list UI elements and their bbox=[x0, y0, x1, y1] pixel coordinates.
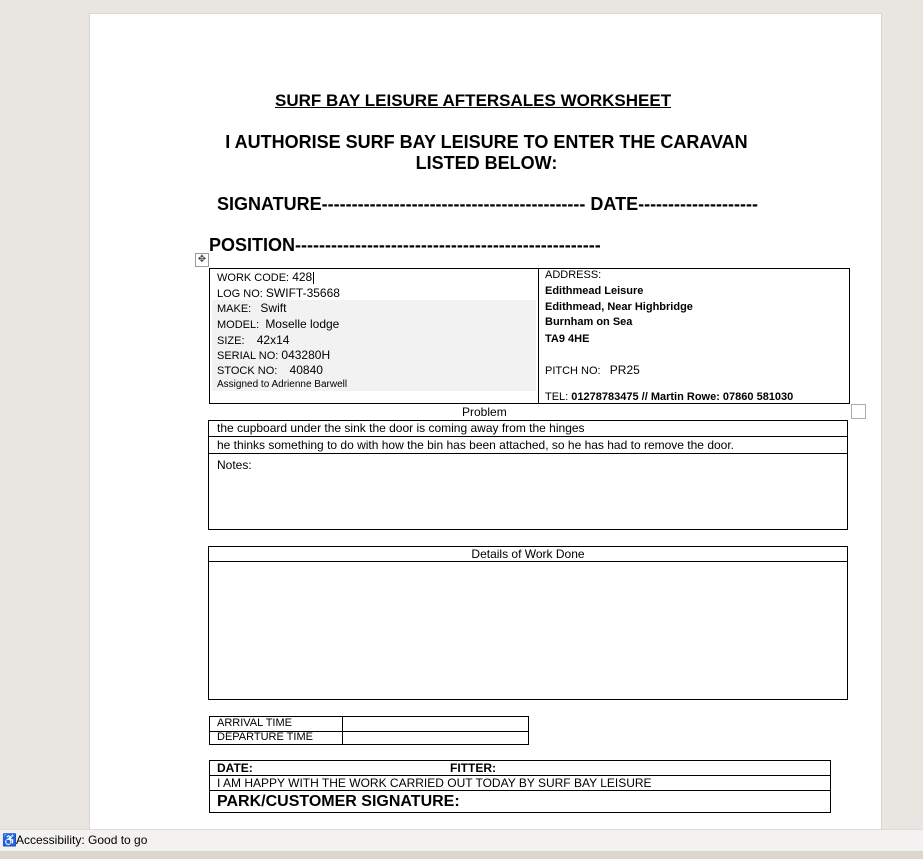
work-done-area[interactable] bbox=[208, 561, 848, 700]
departure-label: DEPARTURE TIME bbox=[210, 731, 343, 745]
happy-statement: I AM HAPPY WITH THE WORK CARRIED OUT TODAY BY SURF BAY LEISURE bbox=[210, 776, 830, 791]
status-bar bbox=[0, 829, 923, 852]
tel-label: TEL: bbox=[545, 391, 569, 403]
stock-field bbox=[217, 363, 323, 377]
arrival-row bbox=[210, 717, 528, 732]
unit-details-cell[interactable] bbox=[210, 269, 539, 404]
problem-line-2[interactable]: he thinks something to do with how the bin has been attached, so he has had to remove the door. bbox=[209, 438, 847, 454]
table-move-handle-icon[interactable]: ✥ bbox=[195, 253, 209, 267]
problem-checkbox[interactable] bbox=[851, 404, 866, 419]
tel-field bbox=[545, 391, 793, 403]
work-done-heading: Details of Work Done bbox=[208, 546, 848, 562]
pitch-value: PR25 bbox=[609, 363, 640, 377]
log-no-field bbox=[217, 286, 340, 300]
work-code-value: 428 bbox=[292, 270, 313, 284]
signature-date-line: SIGNATURE-------------------------------------------- DATE-------------------- bbox=[217, 194, 758, 214]
caravan-info-table bbox=[209, 268, 850, 404]
accessibility-icon[interactable]: ♿ bbox=[2, 833, 17, 847]
address-line3: Burnham on Sea bbox=[545, 316, 633, 328]
pitch-label: PITCH NO: bbox=[545, 365, 601, 377]
accessibility-status[interactable]: Accessibility: Good to go bbox=[16, 833, 148, 847]
size-field bbox=[217, 333, 289, 347]
size-label: SIZE: bbox=[217, 335, 245, 347]
problem-table[interactable] bbox=[208, 420, 848, 530]
address-label: ADDRESS: bbox=[545, 269, 602, 281]
times-table bbox=[209, 716, 529, 745]
authorise-statement: I AUTHORISE SURF BAY LEISURE TO ENTER THE CARAVAN LISTED BELOW: bbox=[225, 132, 748, 173]
date-label: DATE: bbox=[217, 761, 253, 775]
model-value: Moselle lodge bbox=[265, 317, 340, 331]
assigned-to: Assigned to Adrienne Barwell bbox=[217, 379, 348, 390]
make-field bbox=[217, 301, 286, 315]
serial-value: 043280H bbox=[281, 348, 331, 362]
tel-value: 01278783475 // Martin Rowe: 07860 581030 bbox=[571, 391, 794, 403]
fitter-label: FITTER: bbox=[450, 761, 496, 775]
arrival-label: ARRIVAL TIME bbox=[210, 717, 343, 731]
log-no-value: SWIFT-35668 bbox=[265, 286, 340, 300]
log-no-label: LOG NO: bbox=[217, 288, 263, 300]
customer-signature[interactable]: PARK/CUSTOMER SIGNATURE: bbox=[217, 793, 460, 810]
address-line2: Edithmead, Near Highbridge bbox=[545, 301, 693, 313]
work-code-label: WORK CODE: bbox=[217, 272, 290, 284]
notes-label: Notes: bbox=[217, 458, 252, 472]
stock-label: STOCK NO: bbox=[217, 365, 278, 377]
model-field bbox=[217, 317, 339, 331]
work-code-field bbox=[217, 270, 314, 284]
worksheet-title: SURF BAY LEISURE AFTERSALES WORKSHEET bbox=[275, 91, 672, 110]
position-line: POSITION--------------------------------------------------- bbox=[209, 235, 601, 255]
size-value: 42x14 bbox=[256, 333, 290, 347]
make-value: Swift bbox=[260, 301, 287, 315]
document-page bbox=[89, 13, 882, 834]
problem-line-1[interactable]: the cupboard under the sink the door is coming away from the hinges bbox=[209, 421, 847, 437]
address-line1: Edithmead Leisure bbox=[545, 285, 644, 297]
problem-heading: Problem bbox=[462, 405, 507, 419]
serial-label: SERIAL NO: bbox=[217, 350, 279, 362]
departure-row bbox=[210, 731, 528, 745]
taskbar-strip bbox=[0, 851, 923, 859]
address-line4: TA9 4HE bbox=[545, 333, 590, 345]
serial-field bbox=[217, 348, 330, 362]
date-fitter-row[interactable] bbox=[210, 761, 830, 776]
stock-value: 40840 bbox=[289, 363, 323, 377]
model-label: MODEL: bbox=[217, 319, 260, 331]
pitch-field bbox=[545, 363, 640, 377]
signoff-table bbox=[209, 760, 831, 813]
make-label: MAKE: bbox=[217, 303, 252, 315]
